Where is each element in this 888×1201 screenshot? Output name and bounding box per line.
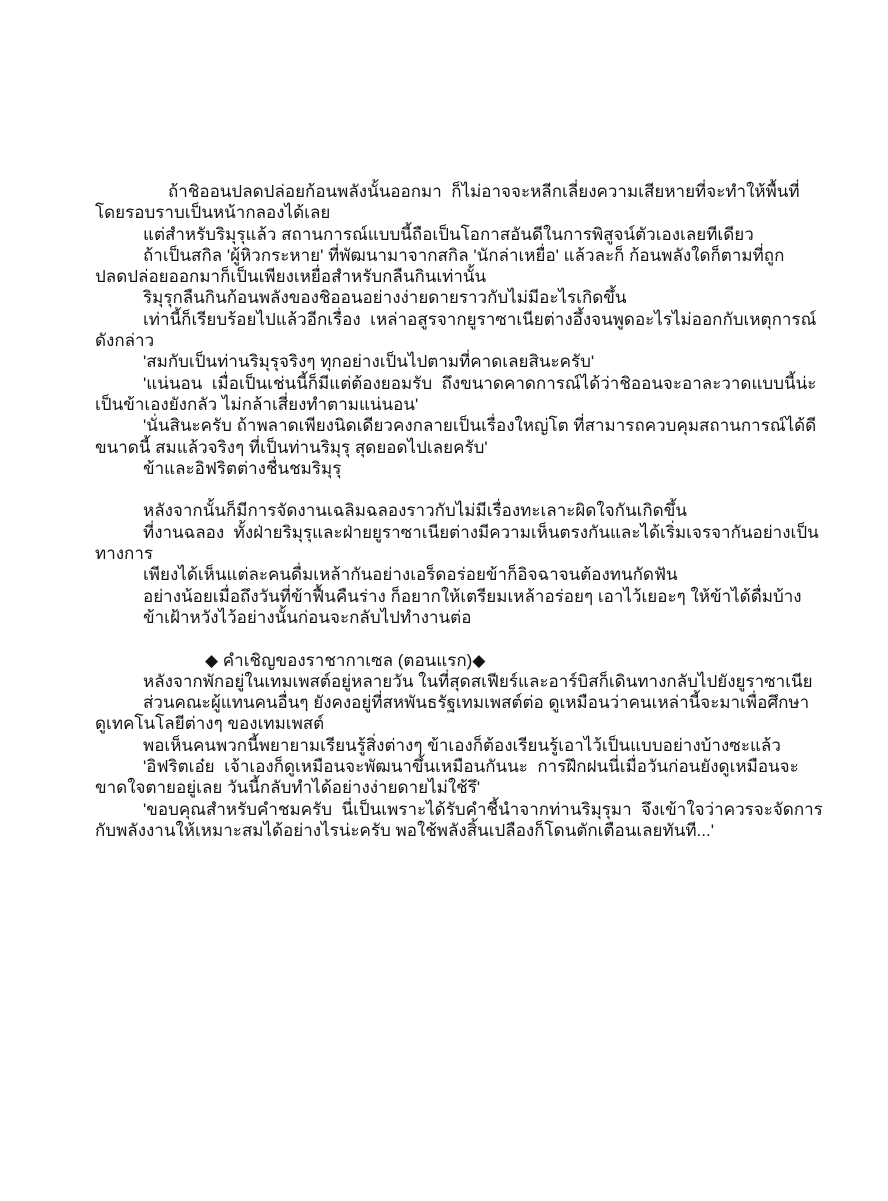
paragraph-line: ดูเทคโนโลยีต่างๆ ของเทมเพสต์	[95, 714, 325, 734]
paragraph-line: ถ้าชิออนปลดปล่อยก้อนพลังนั้นออกมา ก็ไม่อาจจะหลีกเลี่ยงความเสียหายที่จะทำให้พื้นที่	[168, 182, 800, 201]
dialogue-line: ขนาดนี้ สมแล้วจริงๆ ที่เป็นท่านริมุรุ สุดยอดไปเลยครับ'	[95, 437, 488, 457]
dialogue-line: 'สมกับเป็นท่านริมุรุจริงๆ ทุกอย่างเป็นไปตามที่คาดเลยสินะครับ'	[143, 352, 595, 372]
paragraph-line: หลังจากพักอยู่ในเทมเพสต์อยู่หลายวัน ในที่สุดสเฟียร์และอาร์บิสก็เดินทางกลับไปยังยูราซาเนีย	[143, 671, 813, 691]
dialogue-line: กับพลังงานให้เหมาะสมได้อย่างไรน่ะครับ พอใช้พลังสิ้นเปลืองก็โดนตักเตือนเลยทันที...'	[95, 820, 714, 840]
paragraph-line: ถ้าเป็นสกิล 'ผู้หิวกระหาย' ที่พัฒนามาจากสกิล 'นักล่าเหยื่อ' แล้วละก็ ก้อนพลังใดก็ตามที่ถูก	[143, 245, 785, 265]
dialogue-line: ขาดใจตายอยู่เลย วันนี้กลับทำได้อย่างง่ายดายไม่ใช้รึ'	[95, 778, 481, 798]
section-heading: ◆ คำเชิญของราชากาเซล (ตอนแรก)◆	[205, 650, 486, 670]
paragraph-line: แต่สำหรับริมุรุแล้ว สถานการณ์แบบนี้ถือเป็นโอกาสอันดีในการพิสูจน์ตัวเองเลยทีเดียว	[143, 224, 754, 244]
paragraph-line: ส่วนคณะผู้แทนคนอื่นๆ ยังคงอยู่ที่สหพันธรัฐเทมเพสต์ต่อ ดูเหมือนว่าคนเหล่านี้จะมาเพื่อศึกษา	[143, 693, 810, 713]
paragraph-line: ข้าเฝ้าหวังไว้อย่างนั้นก่อนจะกลับไปทำงานต่อ	[143, 607, 472, 627]
text-block	[0, 181, 888, 841]
blank-line	[0, 628, 888, 649]
dialogue-line: 'นั่นสินะครับ ถ้าพลาดเพียงนิดเดียวคงกลายเป็นเรื่องใหญ่โต ที่สามารถควบคุมสถานการณ์ได้ดี	[143, 416, 817, 436]
paragraph-line: ปลดปล่อยออกมาก็เป็นเพียงเหยื่อสำหรับกลืนกินเท่านั้น	[95, 267, 487, 287]
paragraph-line: เพียงได้เห็นแต่ละคนดื่มเหล้ากันอย่างเอร็ดอร่อยข้าก็อิจฉาจนต้องทนกัดฟัน	[143, 565, 678, 585]
paragraph-line: หลังจากนั้นก็มีการจัดงานเฉลิมฉลองราวกับไม่มีเรื่องทะเลาะผิดใจกันเกิดขึ้น	[143, 501, 687, 521]
paragraph-line: ดังกล่าว	[95, 331, 155, 351]
paragraph-line: ริมุรุกลืนกินก้อนพลังของชิออนอย่างง่ายดายราวกับไม่มีอะไรเกิดขึ้น	[143, 288, 627, 308]
dialogue-line: 'ขอบคุณสำหรับคำชมครับ นี่เป็นเพราะได้รับคำชี้นำจากท่านริมุรุมา จึงเข้าใจว่าควรจะจัดการ	[143, 799, 823, 819]
paragraph-line: ข้าและอิฟริตต่างชื่นชมริมุรุ	[143, 458, 342, 478]
paragraph-line: พอเห็นคนพวกนี้พยายามเรียนรู้สิ่งต่างๆ ข้าเองก็ต้องเรียนรู้เอาไว้เป็นแบบอย่างบ้างซะแล้ว	[143, 735, 781, 755]
dialogue-line: 'อิฟริตเอ๋ย เจ้าเองก็ดูเหมือนจะพัฒนาขึ้นเหมือนกันนะ การฝึกฝนนี่เมื่อวันก่อนยังดูเหมือนจะ	[143, 757, 799, 777]
paragraph-line: อย่างน้อยเมื่อถึงวันที่ข้าฟื้นคืนร่าง ก็อยากให้เตรียมเหล้าอร่อยๆ เอาไว้เยอะๆ ให้ข้าได้ดื่มบ้าง	[143, 586, 802, 606]
paragraph-line: ทางการ	[95, 544, 154, 564]
dialogue-line: เป็นข้าเองยังกลัว ไม่กล้าเสี่ยงทำตามแน่นอน'	[95, 394, 419, 414]
paragraph-line: โดยรอบราบเป็นหน้ากลองได้เลย	[95, 203, 331, 223]
dialogue-line: 'แน่นอน เมื่อเป็นเช่นนี้ก็มีแต่ต้องยอมรับ ถึงขนาดคาดการณ์ได้ว่าชิออนจะอาละวาดแบบนี้น่ะ	[143, 373, 817, 393]
blank-line	[0, 479, 888, 500]
paragraph-line: เท่านี้ก็เรียบร้อยไปแล้วอีกเรื่อง เหล่าอสูรจากยูราซาเนียต่างอึ้งจนพูดอะไรไม่ออกกับเหตุการณ์	[143, 309, 817, 329]
paragraph-line: ที่งานฉลอง ทั้งฝ่ายริมุรุและฝ่ายยูราซาเนียต่างมีความเห็นตรงกันและได้เริ่มเจรจากันอย่างเป็น	[143, 522, 819, 542]
